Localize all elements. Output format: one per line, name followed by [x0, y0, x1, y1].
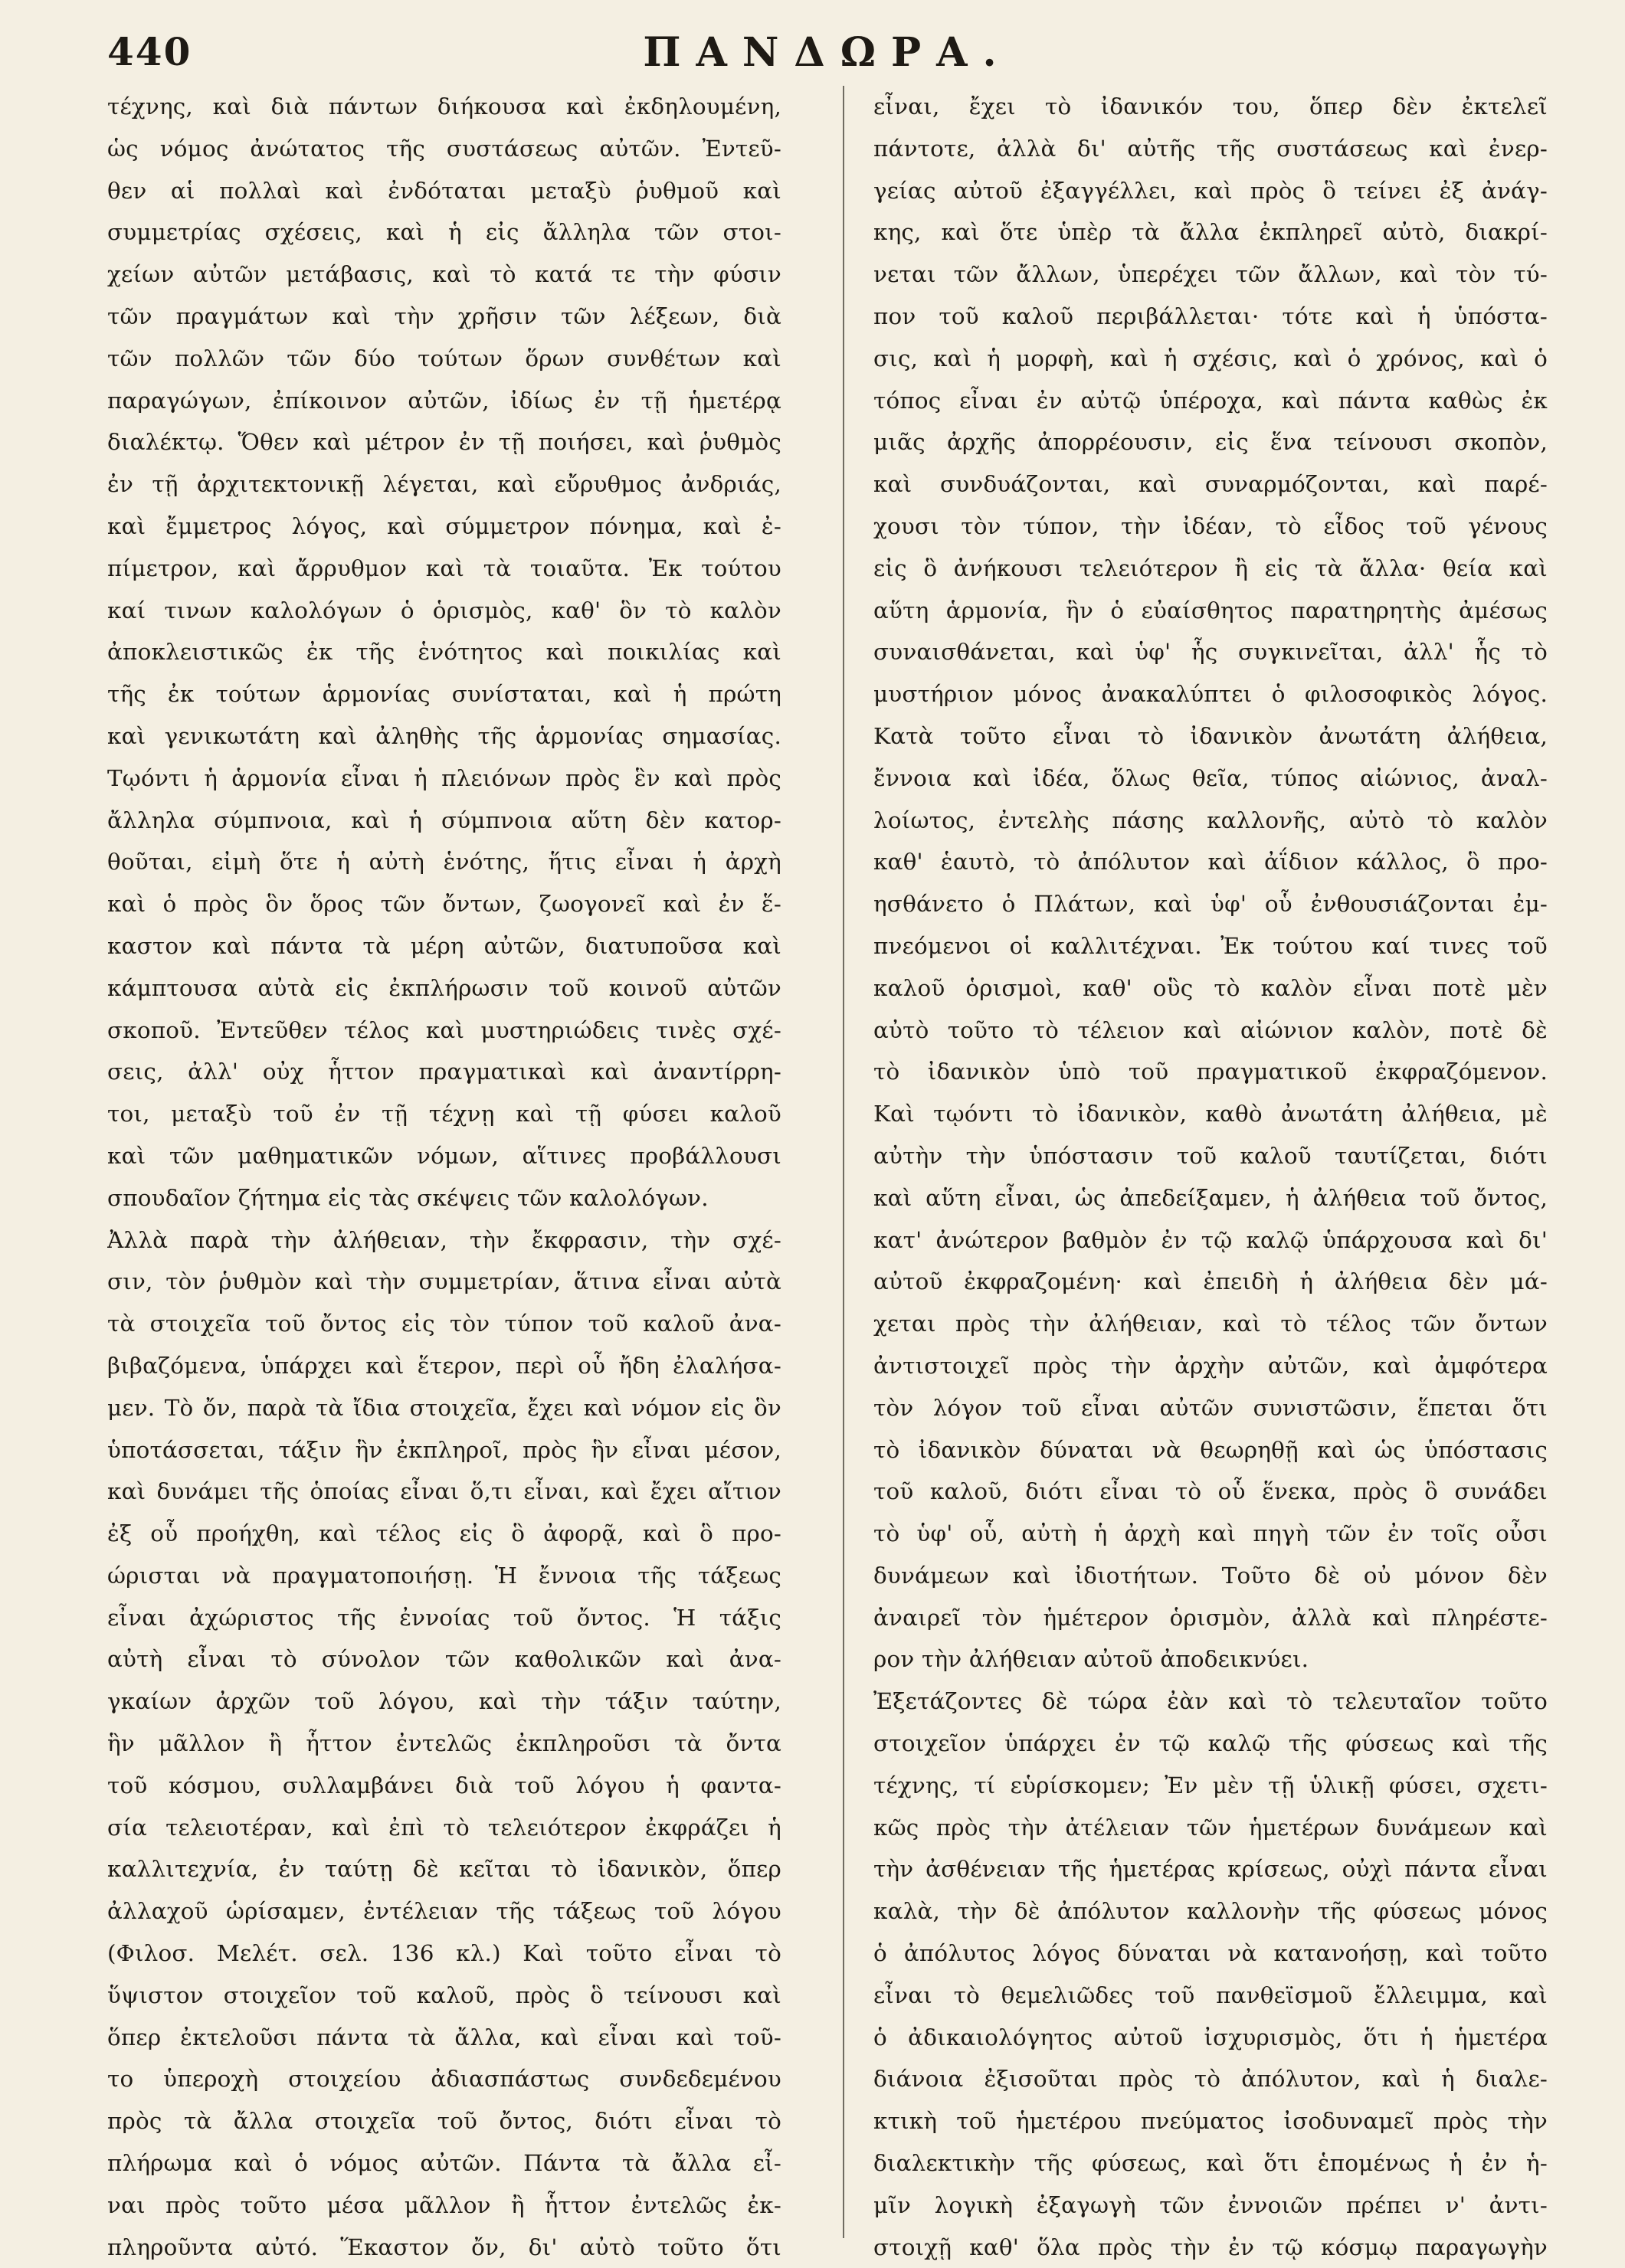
text-line: ἀντιστοιχεῖ πρὸς τὴν ἀρχὴν αὐτῶν, καὶ ἀμφότερα	[873, 1352, 1548, 1379]
text-line: Ἐξετάζοντες δὲ τώρα ἐὰν καὶ τὸ τελευταῖον τοῦτο	[873, 1688, 1548, 1715]
text-line: γκαίων ἀρχῶν τοῦ λόγου, καὶ τὴν τάξιν ταύτην,	[107, 1688, 781, 1715]
text-line: τέχνης, καὶ διὰ πάντων διήκουσα καὶ ἐκδηλουμένη,	[107, 93, 781, 119]
text-line: ἣν μᾶλλον ἢ ἧττον ἐντελῶς ἐκπληροῦσι τὰ ὄντα	[107, 1730, 781, 1757]
text-line: πάντοτε, ἀλλὰ δι' αὐτῆς τῆς συστάσεως καὶ ἐνερ-	[873, 135, 1548, 162]
text-line: εἶναι, ἔχει τὸ ἰδανικόν του, ὅπερ δὲν ἐκτελεῖ	[873, 93, 1548, 119]
text-line: πρὸς τὰ ἄλλα στοιχεῖα τοῦ ὄντος, διότι εἶναι τὸ	[107, 2108, 781, 2135]
text-line: τέχνης, τί εὑρίσκομεν; Ἐν μὲν τῇ ὑλικῇ φύσει, σχετι-	[873, 1772, 1548, 1798]
text-line: καὶ τῶν μαθηματικῶν νόμων, αἵτινες προβάλλουσι	[107, 1142, 781, 1169]
text-line: αὐτὴ εἶναι τὸ σύνολον τῶν καθολικῶν καὶ ἀνα-	[107, 1646, 781, 1673]
text-line: τῆς ἐκ τούτων ἁρμονίας συνίσταται, καὶ ἡ πρώτη	[107, 681, 781, 708]
text-line: τὸ ἰδανικὸν ὑπὸ τοῦ πραγματικοῦ ἐκφραζόμενον.	[873, 1059, 1548, 1085]
text-line: εἶναι τὸ θεμελιῶδες τοῦ πανθεϊσμοῦ ἔλλειμμα, καὶ	[873, 1982, 1548, 2008]
left-column	[107, 86, 781, 2268]
text-line: γείας αὐτοῦ ἐξαγγέλλει, καὶ πρὸς ὃ τείνει ἐξ ἀνάγ-	[873, 177, 1548, 204]
text-line: τὸ ἰδανικὸν δύναται νὰ θεωρηθῇ καὶ ὡς ὑπόστασις	[873, 1436, 1548, 1463]
text-line: ὑποτάσσεται, τάξιν ἣν ἐκπληροῖ, πρὸς ἣν εἶναι μέσον,	[107, 1436, 781, 1463]
text-line: διαλεκτικὴν τῆς φύσεως, καὶ ὅτι ἑπομένως ἡ ἐν ἡ-	[873, 2150, 1548, 2177]
text-line: τῶν πολλῶν τῶν δύο τούτων ὅρων συνθέτων καὶ	[107, 345, 781, 371]
right-column	[873, 86, 1548, 2268]
text-line: ἀναιρεῖ τὸν ἡμέτερον ὁρισμὸν, ἀλλὰ καὶ πληρέστε-	[873, 1604, 1548, 1631]
text-line: ἔννοια καὶ ἰδέα, ὅλως θεῖα, τύπος αἰώνιος, ἀναλ-	[873, 764, 1548, 791]
text-line: καστον καὶ πάντα τὰ μέρη αὐτῶν, διατυποῦσα καὶ	[107, 932, 781, 959]
text-line: ὁ ἀπόλυτος λόγος δύναται νὰ κατανοήσῃ, καὶ τοῦτο	[873, 1940, 1548, 1967]
text-line: σπουδαῖον ζήτημα εἰς τὰς σκέψεις τῶν καλολόγων.	[107, 1184, 709, 1211]
text-line: χεται πρὸς τὴν ἀλήθειαν, καὶ τὸ τέλος τῶν ὄντων	[873, 1311, 1548, 1337]
text-line: ναι πρὸς τοῦτο μέσα μᾶλλον ἢ ἧττον ἐντελῶς ἐκ-	[107, 2191, 781, 2218]
text-line: το ὑπεροχὴ στοιχείου ἀδιασπάστως συνδεδεμένου	[107, 2066, 781, 2093]
text-line: συμμετρίας σχέσεις, καὶ ἡ εἰς ἄλληλα τῶν στοι-	[107, 219, 781, 246]
text-line: ὕψιστον στοιχεῖον τοῦ καλοῦ, πρὸς ὃ τείνουσι καὶ	[107, 1982, 781, 2008]
text-line: ρον τὴν ἀλήθειαν αὐτοῦ ἀποδεικνύει.	[873, 1646, 1309, 1673]
text-line: τοῦ καλοῦ, διότι εἶναι τὸ οὗ ἕνεκα, πρὸς ὃ συνάδει	[873, 1478, 1548, 1505]
text-line: ὁ ἀδικαιολόγητος αὐτοῦ ἰσχυρισμὸς, ὅτι ἡ ἡμετέρα	[873, 2024, 1548, 2050]
text-line: πίμετρον, καὶ ἄρρυθμον καὶ τὰ τοιαῦτα. Ἐκ τούτου	[107, 555, 781, 581]
column-divider	[843, 86, 844, 2238]
text-line: στοιχῇ καθ' ὅλα πρὸς τὴν ἐν τῷ κόσμῳ παραγωγὴν	[873, 2234, 1548, 2260]
text-line: τὴν ἀσθένειαν τῆς ἡμετέρας κρίσεως, οὐχὶ πάντα εἶναι	[873, 1856, 1548, 1883]
text-line: μυστήριον μόνος ἀνακαλύπτει ὁ φιλοσοφικὸς λόγος.	[873, 681, 1548, 708]
text-line: κατ' ἀνώτερον βαθμὸν ἐν τῷ καλῷ ὑπάρχουσα καὶ δι'	[873, 1226, 1548, 1253]
text-line: τὸν λόγον τοῦ εἶναι αὐτῶν συνιστῶσιν, ἕπεται ὅτι	[873, 1394, 1548, 1421]
text-line: (Φιλοσ. Μελέτ. σελ. 136 κλ.) Καὶ τοῦτο εἶναι τὸ	[107, 1940, 781, 1967]
text-line: σις, καὶ ἡ μορφὴ, καὶ ἡ σχέσις, καὶ ὁ χρόνος, καὶ ὁ	[873, 345, 1548, 371]
text-line: σία τελειοτέραν, καὶ ἐπὶ τὸ τελειότερον ἐκφράζει ἡ	[107, 1814, 781, 1841]
text-columns	[107, 86, 1548, 2260]
text-line: διάνοια ἐξισοῦται πρὸς τὸ ἀπόλυτον, καὶ ἡ διαλε-	[873, 2066, 1548, 2093]
text-line: τὸ ὑφ' οὗ, αὐτὴ ἡ ἀρχὴ καὶ πηγὴ τῶν ἐν τοῖς οὖσι	[873, 1520, 1548, 1547]
text-line: Καὶ τῳόντι τὸ ἰδανικὸν, καθὸ ἀνωτάτη ἀλήθεια, μὲ	[873, 1101, 1548, 1127]
text-line: στοιχεῖον ὑπάρχει ἐν τῷ καλῷ τῆς φύσεως καὶ τῆς	[873, 1730, 1548, 1757]
text-line: μῖν λογικὴ ἐξαγωγὴ τῶν ἐννοιῶν πρέπει ν' ἀντι-	[873, 2191, 1548, 2218]
text-line: τὰ στοιχεῖα τοῦ ὄντος εἰς τὸν τύπον τοῦ καλοῦ ἀνα-	[107, 1311, 781, 1337]
text-line: χουσι τὸν τύπον, τὴν ἰδέαν, τὸ εἶδος τοῦ γένους	[873, 512, 1548, 539]
text-line: συναισθάνεται, καὶ ὑφ' ἧς συγκινεῖται, ἀλλ' ἧς τὸ	[873, 639, 1548, 666]
text-line: πληροῦντα αὐτό. Ἕκαστον ὄν, δι' αὐτὸ τοῦτο ὅτι	[107, 2234, 781, 2260]
text-line: κάμπτουσα αὐτὰ εἰς ἐκπλήρωσιν τοῦ κοινοῦ αὐτῶν	[107, 974, 781, 1001]
text-line: μεν. Τὸ ὄν, παρὰ τὰ ἴδια στοιχεῖα, ἔχει καὶ νόμον εἰς ὃν	[107, 1394, 781, 1421]
text-line: Κατὰ τοῦτο εἶναι τὸ ἰδανικὸν ἀνωτάτη ἀλήθεια,	[873, 722, 1548, 749]
text-line: λοίωτος, ἐντελὴς πάσης καλλονῆς, αὐτὸ τὸ καλὸν	[873, 807, 1548, 833]
text-line: ἄλληλα σύμπνοια, καὶ ἡ σύμπνοια αὕτη δὲν κατορ-	[107, 807, 781, 833]
text-line: τοῦ κόσμου, συλλαμβάνει διὰ τοῦ λόγου ἡ φαντα-	[107, 1772, 781, 1798]
text-line: καὶ ἔμμετρος λόγος, καὶ σύμμετρον πόνημα, καὶ ἐ-	[107, 512, 781, 539]
text-line: θεν αἱ πολλαὶ καὶ ἐνδόταται μεταξὺ ῥυθμοῦ καὶ	[107, 177, 781, 204]
text-line: μιᾶς ἀρχῆς ἀπορρέουσιν, εἰς ἕνα τείνουσι σκοπὸν,	[873, 429, 1548, 456]
text-line: κῶς πρὸς τὴν ἀτέλειαν τῶν ἡμετέρων δυνάμεων καὶ	[873, 1814, 1548, 1841]
text-line: δυνάμεων καὶ ἰδιοτήτων. Τοῦτο δὲ οὐ μόνον δὲν	[873, 1562, 1548, 1589]
text-line: ἀλλαχοῦ ὡρίσαμεν, ἐντέλειαν τῆς τάξεως τοῦ λόγου	[107, 1898, 781, 1925]
page-header	[107, 21, 1548, 83]
text-line: εἶναι ἀχώριστος τῆς ἐννοίας τοῦ ὄντος. Ἡ τάξις	[107, 1604, 781, 1631]
text-line: παραγώγων, ἐπίκοινον αὐτῶν, ἰδίως ἐν τῇ ἡμετέρᾳ	[107, 387, 781, 414]
text-line: ἀποκλειστικῶς ἐκ τῆς ἑνότητος καὶ ποικιλίας καὶ	[107, 639, 781, 666]
text-line: αὐτὴν τὴν ὑπόστασιν τοῦ καλοῦ ταυτίζεται, διότι	[873, 1142, 1548, 1169]
text-line: σεις, ἀλλ' οὐχ ἧττον πραγματικαὶ καὶ ἀναντίρρη-	[107, 1059, 781, 1085]
text-line: καί τινων καλολόγων ὁ ὁρισμὸς, καθ' ὃν τὸ καλὸν	[107, 597, 781, 623]
text-line: καὶ αὕτη εἶναι, ὡς ἀπεδείξαμεν, ἡ ἀλήθεια τοῦ ὄντος,	[873, 1184, 1548, 1211]
text-line: ἐν τῇ ἀρχιτεκτονικῇ λέγεται, καὶ εὔρυθμος ἀνδριάς,	[107, 471, 781, 498]
text-line: τοι, μεταξὺ τοῦ ἐν τῇ τέχνῃ καὶ τῇ φύσει καλοῦ	[107, 1101, 781, 1127]
text-line: κης, καὶ ὅτε ὑπὲρ τὰ ἄλλα ἐκπληρεῖ αὐτὸ, διακρί-	[873, 219, 1548, 246]
text-line: διαλέκτῳ. Ὅθεν καὶ μέτρον ἐν τῇ ποιήσει, καὶ ῥυθμὸς	[107, 429, 781, 456]
text-line: τῶν πραγμάτων καὶ τὴν χρῆσιν τῶν λέξεων, διὰ	[107, 303, 781, 329]
text-line: πον τοῦ καλοῦ περιβάλλεται· τότε καὶ ἡ ὑπόστα-	[873, 303, 1548, 329]
text-line: καλὰ, τὴν δὲ ἀπόλυτον καλλονὴν τῆς φύσεως μόνος	[873, 1898, 1548, 1925]
text-line: ώρισται νὰ πραγματοποιήσῃ. Ἡ ἔννοια τῆς τάξεως	[107, 1562, 781, 1589]
text-line: αὐτὸ τοῦτο τὸ τέλειον καὶ αἰώνιον καλὸν, ποτὲ δὲ	[873, 1016, 1548, 1043]
text-line: ὅπερ ἐκτελοῦσι πάντα τὰ ἄλλα, καὶ εἶναι καὶ τοῦ-	[107, 2024, 781, 2050]
text-line: πλήρωμα καὶ ὁ νόμος αὐτῶν. Πάντα τὰ ἄλλα εἶ-	[107, 2150, 781, 2177]
text-line: ὡς νόμος ἀνώτατος τῆς συστάσεως αὐτῶν. Ἐντεῦ-	[107, 135, 781, 162]
text-line: καὶ γενικωτάτη καὶ ἀληθὴς τῆς ἁρμονίας σημασίας.	[107, 722, 781, 749]
text-line: τόπος εἶναι ἐν αὐτῷ ὑπέροχα, καὶ πάντα καθὼς ἐκ	[873, 387, 1548, 414]
text-line: αὐτοῦ ἐκφραζομένη· καὶ ἐπειδὴ ἡ ἀλήθεια δὲν μά-	[873, 1268, 1548, 1295]
text-line: σκοποῦ. Ἐντεῦθεν τέλος καὶ μυστηριώδεις τινὲς σχέ-	[107, 1016, 781, 1043]
text-line: καλοῦ ὁρισμοὶ, καθ' οὓς τὸ καλὸν εἶναι ποτὲ μὲν	[873, 974, 1548, 1001]
text-line: καὶ συνδυάζονται, καὶ συναρμόζονται, καὶ παρέ-	[873, 471, 1548, 498]
text-line: χείων αὐτῶν μετάβασις, καὶ τὸ κατά τε τὴν φύσιν	[107, 261, 781, 288]
text-line: καὶ δυνάμει τῆς ὁποίας εἶναι ὅ,τι εἶναι, καὶ ἔχει αἴτιον	[107, 1478, 781, 1505]
text-line: καθ' ἑαυτὸ, τὸ ἀπόλυτον καὶ ἀΐδιον κάλλος, ὃ προ-	[873, 849, 1548, 875]
text-line: Τῳόντι ἡ ἁρμονία εἶναι ἡ πλειόνων πρὸς ἓν καὶ πρὸς	[107, 764, 781, 791]
text-line: πνεόμενοι οἱ καλλιτέχναι. Ἐκ τούτου καί τινες τοῦ	[873, 932, 1548, 959]
text-line: εἰς ὃ ἀνήκουσι τελειότερον ἢ εἰς τὰ ἄλλα· θεία καὶ	[873, 555, 1548, 581]
text-line: κτικὴ τοῦ ἡμετέρου πνεύματος ἰσοδυναμεῖ πρὸς τὴν	[873, 2108, 1548, 2135]
text-line: σιν, τὸν ῥυθμὸν καὶ τὴν συμμετρίαν, ἅτινα εἶναι αὐτὰ	[107, 1268, 781, 1295]
text-line: βιβαζόμενα, ὑπάρχει καὶ ἕτερον, περὶ οὗ ἤδη ἐλαλήσα-	[107, 1352, 781, 1379]
text-line: καὶ ὁ πρὸς ὃν ὅρος τῶν ὄντων, ζωογονεῖ καὶ ἐν ἕ-	[107, 891, 781, 918]
text-line: νεται τῶν ἄλλων, ὑπερέχει τῶν ἄλλων, καὶ τὸν τύ-	[873, 261, 1548, 288]
page-number: 440	[107, 29, 192, 74]
text-line: αὕτη ἁρμονία, ἣν ὁ εὐαίσθητος παρατηρητὴς ἀμέσως	[873, 597, 1548, 623]
text-line: καλλιτεχνία, ἐν ταύτῃ δὲ κεῖται τὸ ἰδανικὸν, ὅπερ	[107, 1856, 781, 1883]
text-line: ἐξ οὗ προήχθη, καὶ τέλος εἰς ὃ ἀφορᾷ, καὶ ὃ προ-	[107, 1520, 781, 1547]
text-line: ησθάνετο ὁ Πλάτων, καὶ ὑφ' οὗ ἐνθουσιάζονται ἐμ-	[873, 891, 1548, 918]
text-line: Ἀλλὰ παρὰ τὴν ἀλήθειαν, τὴν ἔκφρασιν, τὴν σχέ-	[107, 1226, 781, 1253]
text-line: θοῦται, εἰμὴ ὅτε ἡ αὐτὴ ἑνότης, ἥτις εἶναι ἡ ἀρχὴ	[107, 849, 781, 875]
running-title: ΠΑΝΔΩΡΑ.	[643, 29, 1012, 76]
